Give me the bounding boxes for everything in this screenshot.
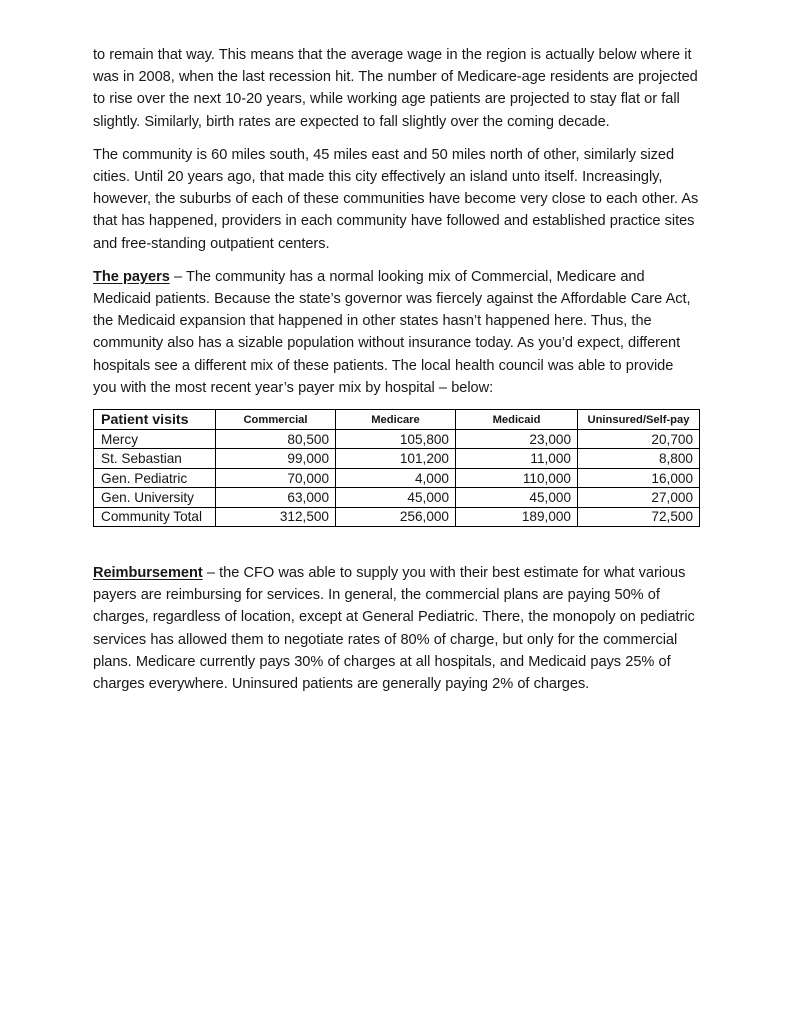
cell-st-sebastian-uninsured: 8,800 <box>578 449 700 468</box>
cell-gen-university-medicaid: 45,000 <box>456 488 578 507</box>
table-spacer <box>93 527 699 562</box>
cell-gen-pediatric-uninsured: 16,000 <box>578 468 700 487</box>
table-header-row <box>94 410 700 430</box>
table-header <box>94 410 700 430</box>
cell-gen-pediatric-medicaid: 110,000 <box>456 468 578 487</box>
column-header-commercial: Commercial <box>216 410 336 430</box>
row-label-gen-university: Gen. University <box>94 488 216 507</box>
row-label-st-sebastian: St. Sebastian <box>94 449 216 468</box>
document-body <box>93 44 699 706</box>
column-header-medicare: Medicare <box>336 410 456 430</box>
reimbursement-text: – the CFO was able to supply you with their best estimate for what various payers are reimbursing for services. In general, the commercial plans are paying 50% of charges, regardless of location, except at General Pediatric. There, the monopoly on pediatric services has allowed them to negotiate rates of 80% of charge, but only for the commercial plans. Medicare currently pays 30% of charges at all hospitals, and Medicaid pays 25% of charges everywhere. Uninsured patients are generally paying 2% of charges. <box>93 565 695 693</box>
table-row <box>94 488 700 507</box>
column-header-uninsured-self-pay: Uninsured/Self-pay <box>578 410 700 430</box>
cell-gen-pediatric-commercial: 70,000 <box>216 468 336 487</box>
cell-community-total-uninsured: 72,500 <box>578 507 700 526</box>
paragraph-community-geography: The community is 60 miles south, 45 miles east and 50 miles north of other, similarly sized cities. Until 20 years ago, that made this city effectively an island unto itself. Increasingly, however, the suburbs of each of these communities have become very close to each other. As that has happened, providers in each community have followed and established practice sites and free-standing outpatient centers. <box>93 146 699 252</box>
row-label-mercy: Mercy <box>94 430 216 449</box>
table-body <box>94 430 700 527</box>
cell-gen-university-commercial: 63,000 <box>216 488 336 507</box>
payer-mix-table <box>93 409 700 527</box>
column-header-patient-visits: Patient visits <box>94 410 216 430</box>
cell-st-sebastian-commercial: 99,000 <box>216 449 336 468</box>
paragraph-the-payers <box>93 266 699 399</box>
cell-gen-pediatric-medicare: 4,000 <box>336 468 456 487</box>
row-label-community-total: Community Total <box>94 507 216 526</box>
cell-gen-university-medicare: 45,000 <box>336 488 456 507</box>
cell-mercy-commercial: 80,500 <box>216 430 336 449</box>
cell-mercy-medicare: 105,800 <box>336 430 456 449</box>
cell-community-total-commercial: 312,500 <box>216 507 336 526</box>
payer-mix-table-wrapper <box>93 409 699 527</box>
cell-gen-university-uninsured: 27,000 <box>578 488 700 507</box>
cell-community-total-medicare: 256,000 <box>336 507 456 526</box>
cell-st-sebastian-medicaid: 11,000 <box>456 449 578 468</box>
the-payers-text: – The community has a normal looking mix of Commercial, Medicare and Medicaid patients. Because the state’s governor was fiercely against the Affordable Care Act, the Medicaid expansion that happened in other states hasn’t happened here. Thus, the community also has a sizable population without insurance today. As you’d expect, different hospitals see a different mix of these patients. The local health council was able to provide you with the most recent year’s payer mix by hospital – below: <box>93 268 691 396</box>
table-row <box>94 468 700 487</box>
cell-mercy-medicaid: 23,000 <box>456 430 578 449</box>
cell-community-total-medicaid: 189,000 <box>456 507 578 526</box>
table-row <box>94 507 700 526</box>
row-label-gen-pediatric: Gen. Pediatric <box>94 468 216 487</box>
table-row <box>94 430 700 449</box>
paragraph-wage-demographics: to remain that way. This means that the average wage in the region is actually below where it was in 2008, when the last recession hit. The number of Medicare-age residents are projected to rise over the next 10-20 years, while working age patients are projected to stay flat or fall slightly. Similarly, birth rates are expected to fall slightly over the coming decade. <box>93 47 698 130</box>
column-header-medicaid: Medicaid <box>456 410 578 430</box>
cell-mercy-uninsured: 20,700 <box>578 430 700 449</box>
reimbursement-heading: Reimbursement <box>93 565 203 581</box>
paragraph-reimbursement <box>93 562 699 695</box>
the-payers-heading: The payers <box>93 268 170 285</box>
table-row <box>94 449 700 468</box>
cell-st-sebastian-medicare: 101,200 <box>336 449 456 468</box>
